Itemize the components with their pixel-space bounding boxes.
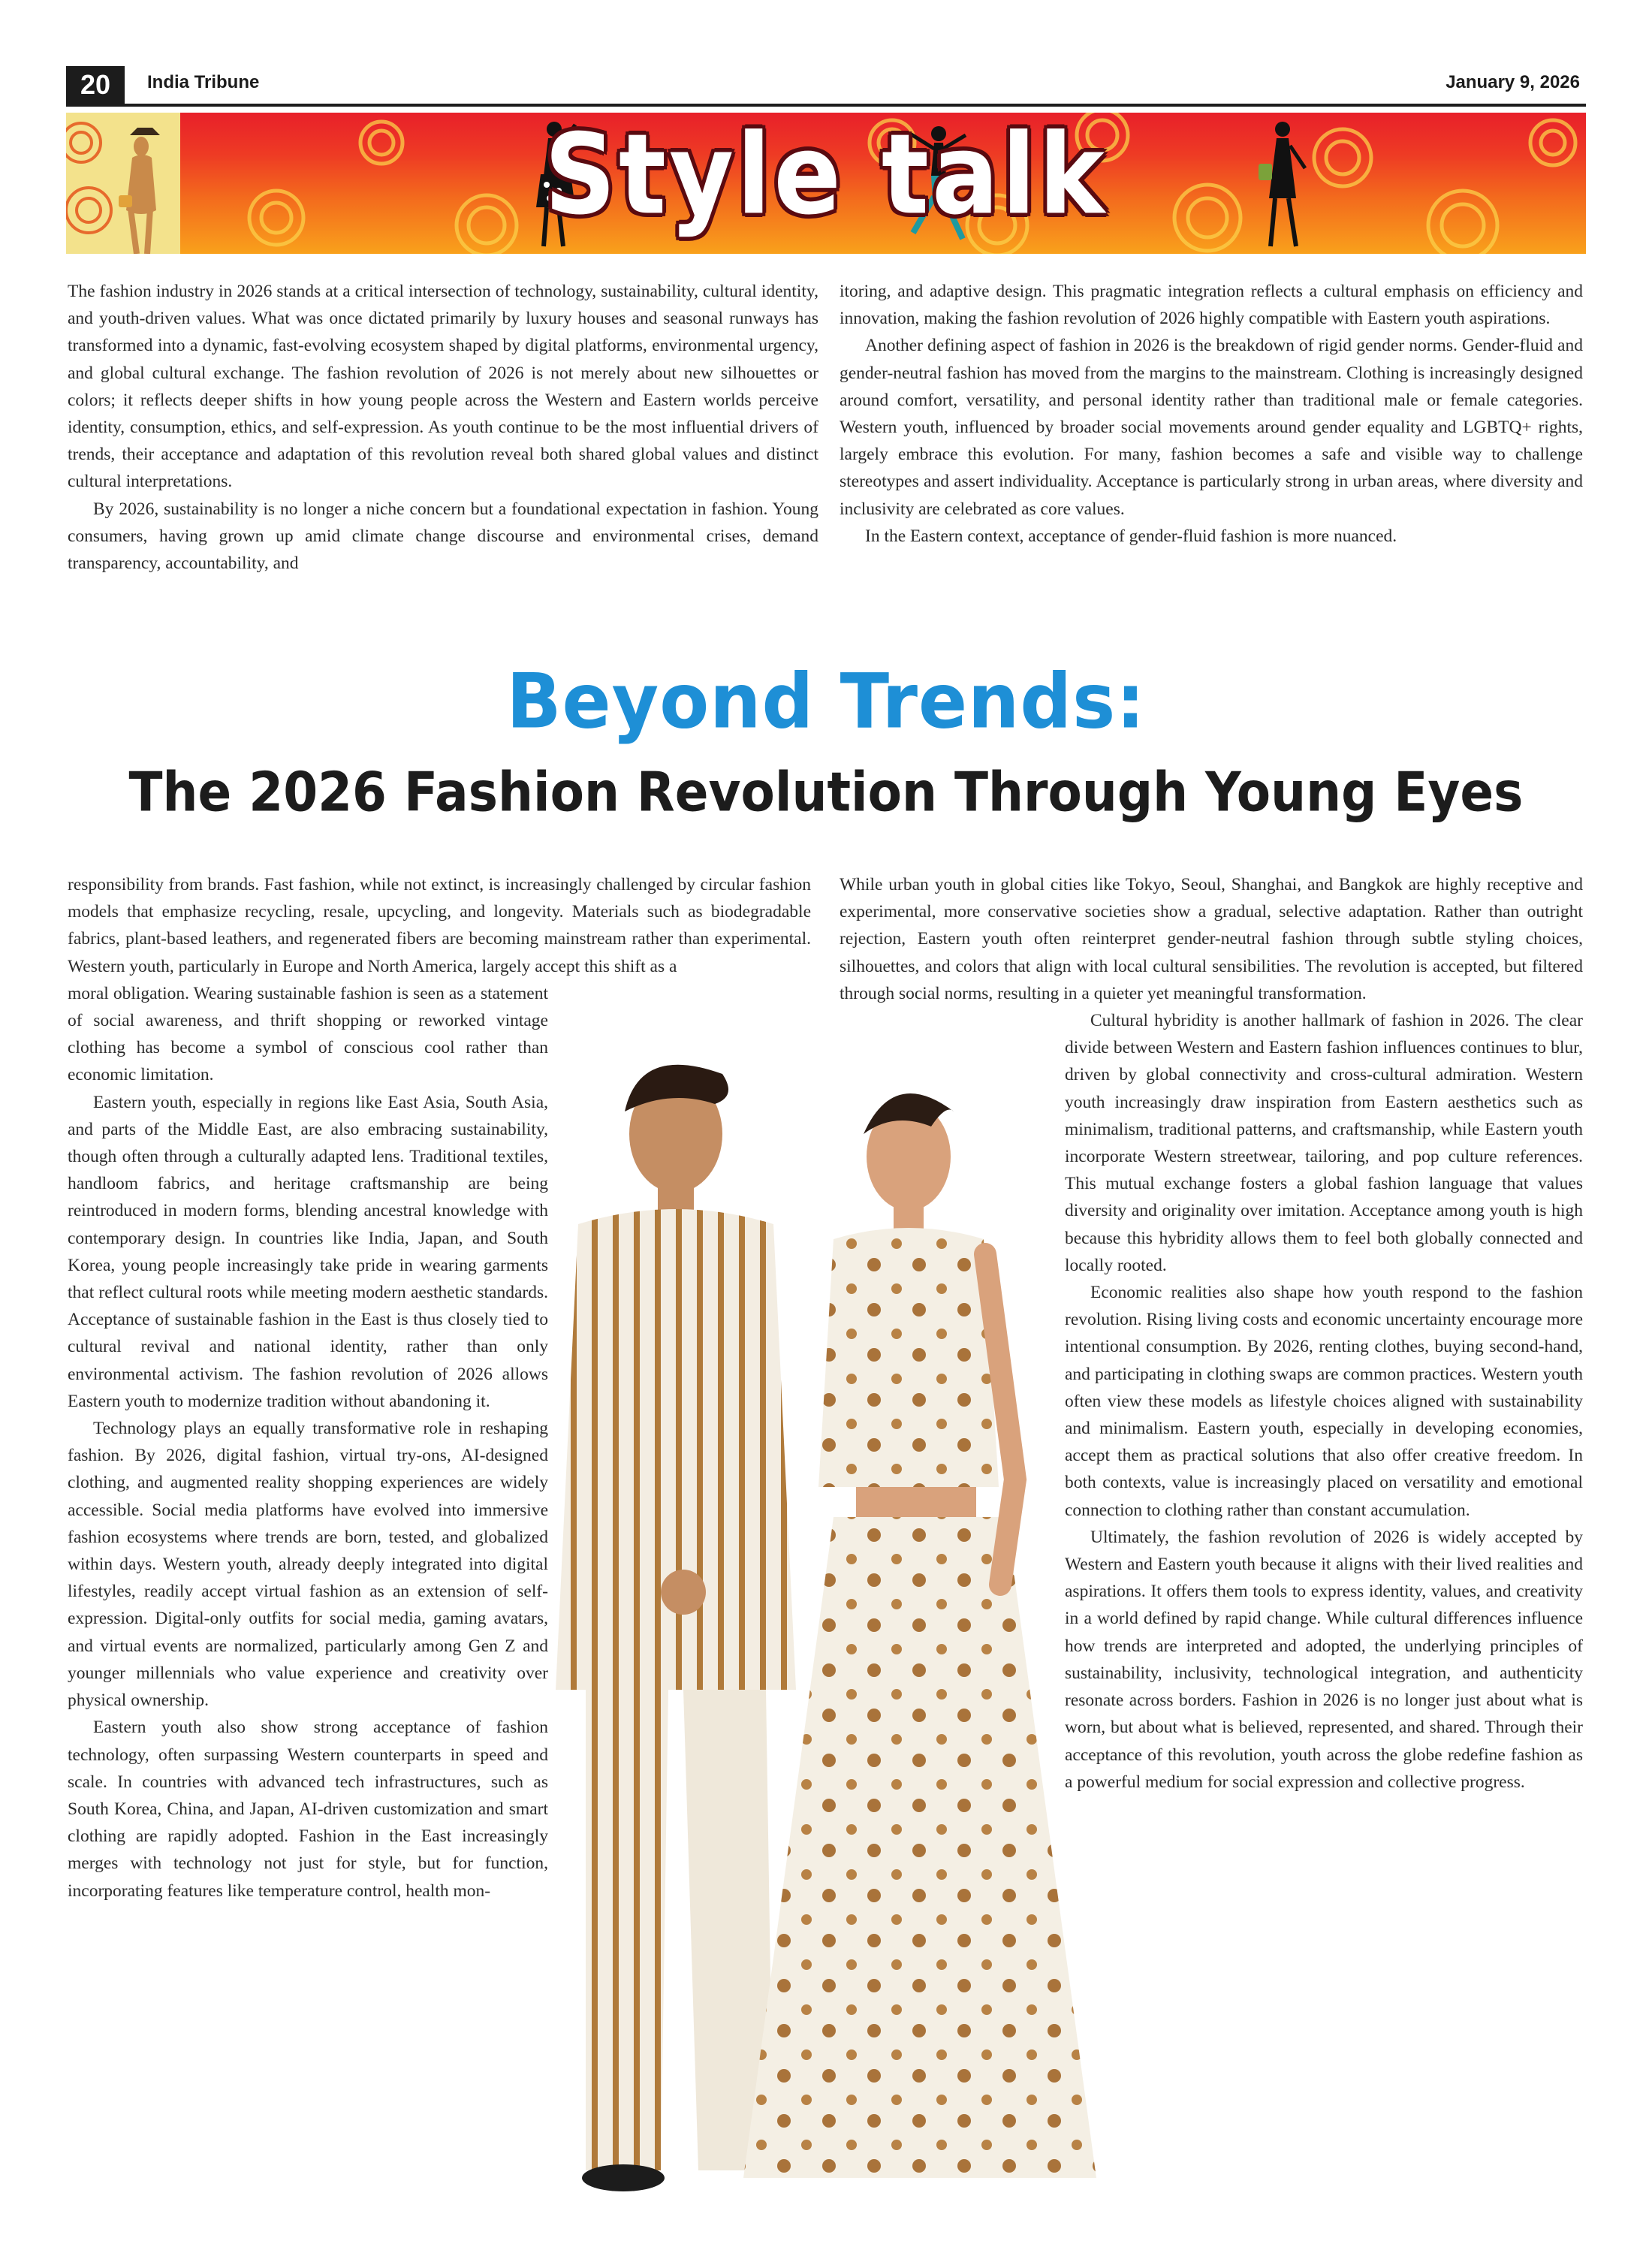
page-number: 20	[66, 66, 125, 104]
paragraph: Another defining aspect of fashion in 2026 is the breakdown of rigid gender norms. Gender-fluid and gender-neutral fashion has moved from the margins to the mainstream. Clothing is increasingly designed around comfort, versatility, and personal identity rather than traditional male or female categories. Western youth, influenced by broader social movements around gender equality and LGBTQ+ rights, largely embrace this evolution. For many, fashion becomes a safe and visible way to challenge stereotypes and assert individuality. Acceptance is particularly strong in urban areas, where diversity and inclusivity are celebrated as core values.	[840, 336, 1583, 519]
paragraph: While urban youth in global cities like Tokyo, Seoul, Shanghai, and Bangkok are highly receptive and experimental, more conservative societies show a gradual, selective adaptation. Rather than outright rejection, Eastern youth often reinterpret gender-neutral fashion through subtle styling choices, silhouettes, and colors that align with local cultural sensibilities. The revolution is accepted, but filtered through social norms, resulting in a quieter yet meaningful transformation.	[840, 875, 1583, 1003]
section-title: Style talk	[544, 113, 1108, 240]
paragraph: Eastern youth also show strong acceptance of fashion technology, often surpassing Western counterparts in speed and scale. In countries with advanced tech infrastructures, such as South Korea, China, and Japan, AI-driven customization and smart clothing are rapidly adopted. Fashion in the East increasingly merges with technology not just for style, but for function, incorporating features like temperature control, health mon-	[68, 1718, 548, 1901]
intro-column-right	[840, 278, 1583, 550]
fashion-models-photo	[526, 1051, 1126, 2193]
female-model	[743, 1093, 1096, 2178]
male-model	[556, 1065, 796, 2191]
headline-kicker: Beyond Trends:	[506, 657, 1146, 746]
paragraph: responsibility from brands. Fast fashion, while not extinct, is increasingly challenged by circular fashion models that emphasize recycling, resale, upcycling, and longevity. Materials such as biodegradable fabrics, plant-based leathers, and regenerated fibers are becoming mainstream rather than experimental. Western youth, particularly in Europe and North America, largely accept this shift as a	[68, 875, 811, 976]
paragraph: Cultural hybridity is another hallmark of fashion in 2026. The clear divide between Western and Eastern fashion influences continues to blur, driven by global connectivity and cross-cultural admiration. Western youth increasingly draw inspiration from Eastern aesthetics such as minimalism, traditional patterns, and craftsmanship, while Eastern youth incorporate Western streetwear, tailoring, and pop culture references. This mutual exchange fosters a global fashion language that values diversity and originality over imitation. Acceptance among youth is high because this hybridity allows them to feel both globally connected and locally rooted.	[1065, 1011, 1583, 1275]
wrapped-text-right	[1065, 1007, 1583, 1796]
paragraph: Economic realities also shape how youth respond to the fashion revolution. Rising living costs and economic uncertainty encourage more intentional consumption. By 2026, renting clothes, buying second-hand, and participating in clothing swaps are common practices. Western youth often view these models as lifestyle choices aligned with sustainability and minimalism. Eastern youth, especially in developing economies, accept them as practical solutions that also offer creative freedom. In both contexts, value is increasingly placed on versatility and emotional connection to clothing rather than constant accumulation.	[1065, 1283, 1583, 1520]
intro-column-left	[68, 278, 818, 577]
publication-name: India Tribune	[147, 72, 260, 92]
headline-title: The 2026 Fashion Revolution Through Young Eyes	[128, 760, 1524, 824]
header-rule	[66, 104, 1586, 107]
paragraph: itoring, and adaptive design. This pragmatic integration reflects a cultural emphasis on efficiency and innovation, making the fashion revolution of 2026 highly compatible with Eastern youth aspirations.	[840, 282, 1583, 329]
paragraph: moral obligation. Wearing sustainable fashion is seen as a statement of social awareness, and thrift shopping or reworked vintage clothing has become a symbol of conscious cool rather than economic limitation.	[68, 983, 548, 1085]
paragraph: Eastern youth, especially in regions like East Asia, South Asia, and parts of the Middle East, are also embracing sustainability, though often through a culturally adapted lens. Traditional textiles, handloom fabrics, and heritage craftsmanship are being reintroduced in modern forms, blending ancestral knowledge with contemporary design. In countries like India, Japan, and South Korea, young people increasingly take pride in wearing garments that reflect cultural roots while meeting modern aesthetic standards. Acceptance of sustainable fashion in the East is thus closely tied to cultural revival and national identity, rather than only environmental activism. The fashion revolution of 2026 allows Eastern youth to modernize tradition without abandoning it.	[68, 1092, 548, 1411]
section-banner	[66, 113, 1586, 254]
wrapped-text-left	[68, 980, 548, 1905]
paragraph: In the Eastern context, acceptance of gender-fluid fashion is more nuanced.	[865, 526, 1397, 546]
paragraph: The fashion industry in 2026 stands at a critical intersection of technology, sustainability, cultural identity, and youth-driven values. What was once dictated primarily by luxury houses and seasonal runways has transformed into a dynamic, fast-evolving ecosystem shaped by digital platforms, environmental urgency, and global cultural exchange. The fashion revolution of 2026 is not merely about new silhouettes or colors; it reflects deeper shifts in how young people across the Western and Eastern worlds perceive identity, consumption, ethics, and self-expression. As youth continue to be the most influential drivers of trends, their acceptance and adaptation of this revolution reveal both shared global values and distinct cultural interpretations.	[68, 282, 818, 492]
paragraph: By 2026, sustainability is no longer a niche concern but a foundational expectation in fashion. Young consumers, having grown up amid climate change discourse and environmental crises, demand transparency, accountability, and	[68, 499, 818, 574]
paragraph: Ultimately, the fashion revolution of 2026 is widely accepted by Western and Eastern youth because it aligns with their lived realities and aspirations. It offers them tools to express identity, values, and creativity in a world defined by rapid change. While cultural differences influence how trends are interpreted and adopted, the underlying principles of sustainability, inclusivity, technological integration, and authenticity resonate across borders. Fashion in 2026 is no longer just about what is worn, but about what is believed, represented, and shared. Through their acceptance of this revolution, youth across the globe redefine fashion as a powerful medium for social expression and collective progress.	[1065, 1527, 1583, 1792]
paragraph: Technology plays an equally transformative role in reshaping fashion. By 2026, digital fashion, virtual try-ons, AI-designed clothing, and augmented reality shopping experiences are widely accessible. Social media platforms have evolved into immersive fashion ecosystems where trends are born, tested, and globalized within days. Western youth, already deeply integrated into digital lifestyles, readily accept virtual fashion as an extension of self-expression. Digital-only outfits for social media, gaming avatars, and virtual events are normalized, particularly among Gen Z and younger millennials who value experience and creativity over physical ownership.	[68, 1419, 548, 1711]
issue-date: January 9, 2026	[1446, 72, 1580, 92]
